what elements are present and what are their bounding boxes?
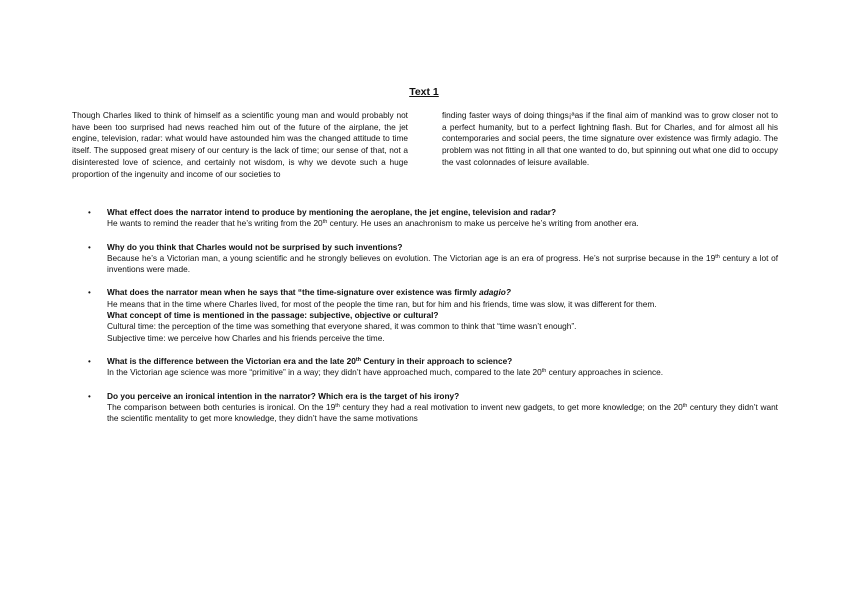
question-text: What effect does the narrator intend to produce by mentioning the aeroplane, the jet engine, television and radar?	[107, 207, 557, 217]
bullet-icon: •	[88, 208, 91, 217]
answer-text-secondary: Cultural time: the perception of the time was something that everyone shared, it was common to think that “time wasn’t enough”.	[107, 321, 577, 332]
answer-text: He means that in the time where Charles lived, for most of the people the time ran, but for him and his friends, time was slow, it was different for them.	[107, 298, 657, 309]
question-text-secondary: What concept of time is mentioned in the passage: subjective, objective or cultural?	[107, 310, 439, 321]
bullet-icon: •	[88, 356, 91, 366]
answer-text-tertiary: Subjective time: we perceive how Charles and his friends perceive the time.	[107, 332, 385, 343]
qa-item-4	[88, 356, 778, 379]
qa-item-3	[88, 287, 778, 343]
qa-item-1	[88, 207, 778, 230]
passage-left-column: Though Charles liked to think of himself as a scientific young man and would probably not have been too surprised had news reached him out of the future of the airplane, the jet engine, television, radar: what would have astounded him was the changed attitude to time itself. The supposed great misery of our century is the lack of time; our sense of that, not a disinterested love of science, and certainly not wisdom, is why we devote such a huge proportion of the ingenuity and income of our societies to	[72, 110, 408, 179]
question-text: What does the narrator mean when he says that “the time-signature over existence was firmly adagio?	[107, 287, 511, 298]
question-text: Why do you think that Charles would not be surprised by such inventions?	[107, 241, 403, 252]
bullet-icon: •	[88, 242, 91, 252]
answer-text: Because he’s a Victorian man, a young scientific and he strongly believes on evolution. The Victorian age is an era of progress. He’s not surprise because in the 19th century a lot of inventions were made.	[107, 252, 778, 275]
bullet-icon: •	[88, 391, 91, 401]
question-text: What is the difference between the Victorian era and the late 20th Century in their approach to science?	[107, 355, 513, 366]
document-title: Text 1	[409, 86, 439, 98]
question-text: Do you perceive an ironical intention in the narrator? Which era is the target of his irony?	[107, 390, 460, 401]
passage-right-column: finding faster ways of doing things¡ªas if the final aim of mankind was to grow closer not to a perfect humanity, but to a perfect lightning flash. But for Charles, and for almost all his contemporaries and social peers, the time signature over existence was firmly adagio. The problem was not fitting in all that one wanted to do, but spinning out what one did to occupy the vast colonnades of leisure available.	[442, 110, 778, 167]
answer-text: In the Victorian age science was more “primitive” in a way; they didn’t have approached much, compared to the late 20th century approaches in science.	[107, 367, 664, 378]
answer-text: The comparison between both centuries is ironical. On the 19th century they had a real motivation to invent new gadgets, to get more knowledge; on the 20th century they didn’t want the scientific mentality to get more knowledge, they didn’t have the same motivations	[107, 401, 778, 424]
answer-text: He wants to remind the reader that he’s writing from the 20th century. He uses an anachronism to make us perceive he’s writing from another era.	[107, 218, 639, 229]
qa-item-5	[88, 391, 778, 425]
qa-item-2	[88, 242, 778, 276]
bullet-icon: •	[88, 288, 91, 298]
question-answer-list	[88, 207, 778, 424]
